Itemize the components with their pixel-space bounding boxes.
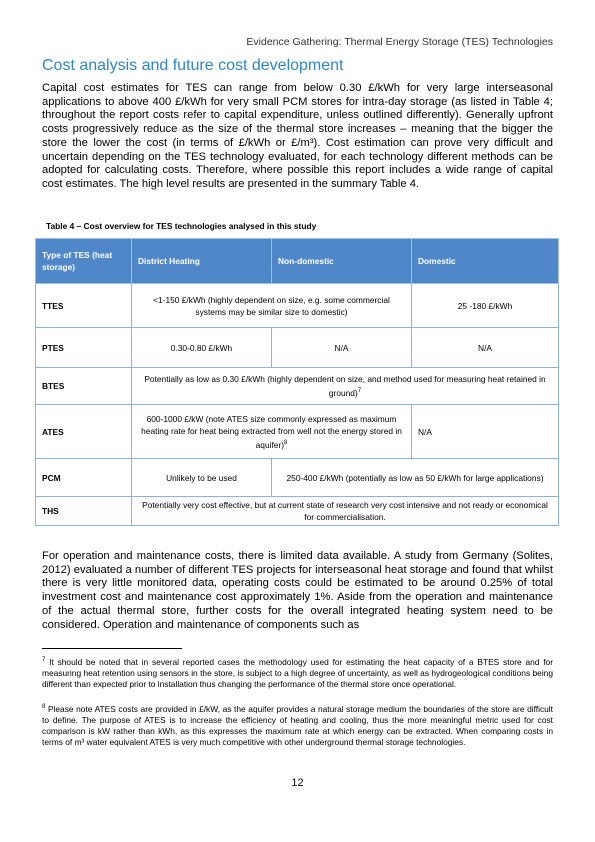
ates-cost-text: 600-1000 £/kW (note ATES size commonly expressed as maximum heating rate for heat being extracted from well not the energy stored in aquifer) <box>141 413 402 450</box>
om-paragraph: For operation and maintenance costs, there is limited data available. A study from Germany (Solites, 2012) evaluated a number of different TES projects for interseasonal heat storage and found that whilst there is very little monitored data, operating costs could be estimated to be around 0.25% of total investment cost and maintenance cost approximately 1%. Aside from the operation and maintenance of the actual thermal store, further costs for the overall integrated heating system need to be considered. Operation and maintenance of components such as <box>42 550 553 631</box>
footnote-text: Please note ATES costs are provided in £/kW, as the aquifer provides a natural storage medium the boundaries of the store are difficult to define. The purpose of ATES is to increase the efficiency of heating and cooling, thus the more meaningful metric used for cost comparison is kW rather than kWh, as this expresses the maximum rate at which energy can be extracted. When comparing costs in terms of m³ water equivalent ATES is very much competitive with other underground thermal storage technologies. <box>42 703 553 747</box>
footnote-divider <box>42 648 182 649</box>
footnote-ref-8: 8 <box>284 439 288 446</box>
ptes-dh-cost: 0.30-0.80 £/kWh <box>132 328 272 368</box>
pcm-dh-cost: Unlikely to be used <box>132 459 272 497</box>
footnote-ref-7: 7 <box>357 388 362 395</box>
table-row <box>36 405 559 459</box>
footnote-number: 8 <box>42 704 46 710</box>
table-row <box>36 497 559 526</box>
btes-cost <box>132 368 559 405</box>
footnote-7 <box>42 655 553 690</box>
footnote-number: 7 <box>42 657 46 663</box>
btes-cost-text: Potentially as low as 0.30 £/kWh (highly dependent on size, and method used for measuring heat retained in ground) <box>144 374 546 398</box>
page-number: 12 <box>291 777 304 789</box>
ths-cost: Potentially very cost effective, but at current state of research very cost intensive and not ready or economical for commercialisation. <box>132 497 559 526</box>
header-domestic: Domestic <box>412 239 559 284</box>
footnote-text: It should be noted that in several reported cases the methodology used for estimating the heat capacity of a BTES store and for measuring heat retention using sensors in the store, is subject to a high degree of uncertainty, as well as hydrogeological conditions being different than expected prior to installation thus changing the performance of the thermal store once operational. <box>42 656 553 689</box>
table-row <box>36 284 559 328</box>
row-type-btes: BTES <box>36 368 132 405</box>
header-district-heating: District Heating <box>132 239 272 284</box>
table-caption: Table 4 – Cost overview for TES technologies analysed in this study <box>46 221 317 231</box>
footnote-8 <box>42 702 553 748</box>
pcm-nondomestic-domestic-cost: 250-400 £/kWh (potentially as low as 50 £/kWh for large applications) <box>272 459 559 497</box>
running-header: Evidence Gathering: Thermal Energy Storage (TES) Technologies <box>246 36 553 48</box>
ttes-domestic-cost: 25 -180 £/kWh <box>412 284 559 328</box>
row-type-ates: ATES <box>36 405 132 459</box>
ptes-domestic-cost: N/A <box>412 328 559 368</box>
row-type-pcm: PCM <box>36 459 132 497</box>
ptes-nondomestic-cost: N/A <box>272 328 412 368</box>
ates-domestic-cost: N/A <box>412 405 559 459</box>
row-type-ttes: TTES <box>36 284 132 328</box>
ates-dh-nondomestic-cost <box>132 405 412 459</box>
intro-paragraph: Capital cost estimates for TES can range from below 0.30 £/kWh for very large interseasonal applications to above 400 £/kWh for very small PCM stores for intra-day storage (as listed in Table 4; throughout the report costs refer to capital expenditure, unless outlined differently). Generally upfront costs progressively reduce as the size of the thermal store increases – meaning that the bigger the store the lower the cost (in terms of £/kWh or £/m³). Cost estimation can prove very difficult and uncertain depending on the TES technology evaluated, for each technology different methods can be adopted for calculating costs. Therefore, where possible this report includes a wide range of capital cost estimates. The high level results are presented in the summary Table 4. <box>42 82 553 190</box>
table-row <box>36 328 559 368</box>
table-row <box>36 368 559 405</box>
row-type-ths: THS <box>36 497 132 526</box>
section-title: Cost analysis and future cost development <box>42 57 344 74</box>
table-header-row <box>36 239 559 284</box>
header-non-domestic: Non-domestic <box>272 239 412 284</box>
header-type-of-tes: Type of TES (heat storage) <box>36 239 132 284</box>
row-type-ptes: PTES <box>36 328 132 368</box>
ttes-dh-nondomestic-cost: <1-150 £/kWh (highly dependent on size, e.g. some commercial systems may be similar size to domestic) <box>132 284 412 328</box>
table-row <box>36 459 559 497</box>
cost-overview-table <box>35 238 559 526</box>
